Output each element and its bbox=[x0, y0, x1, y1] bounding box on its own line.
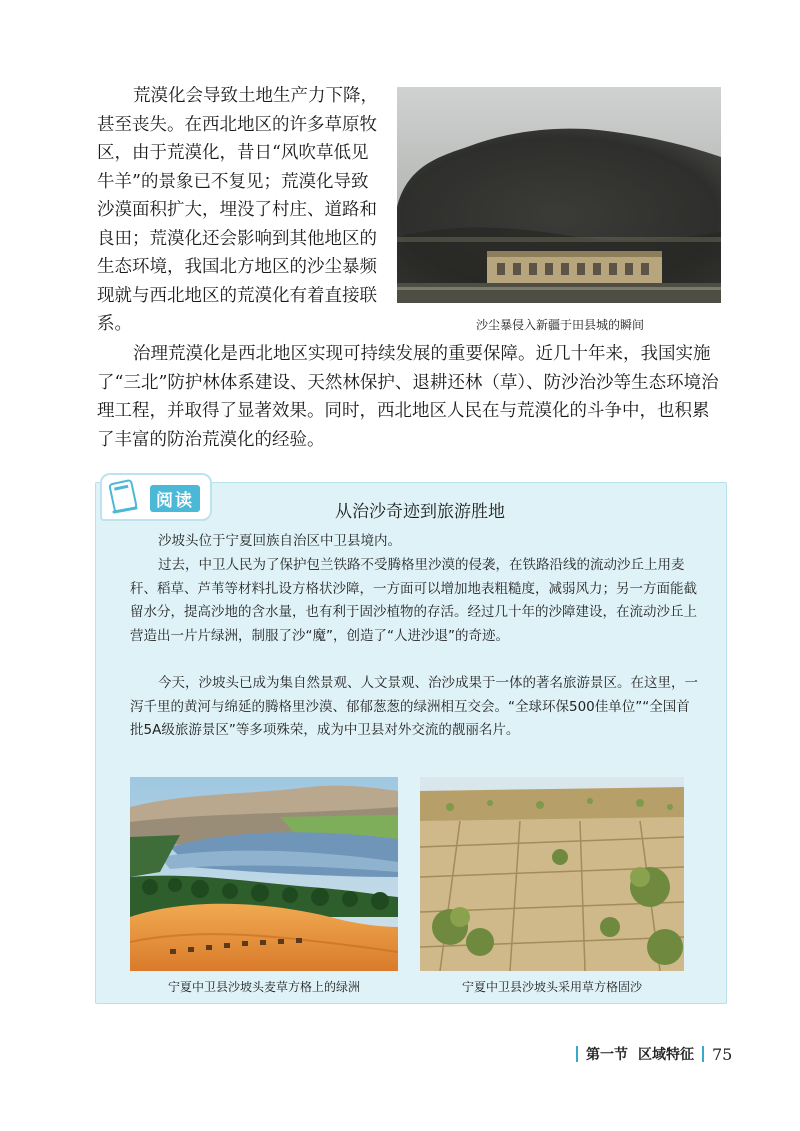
footer-divider bbox=[702, 1046, 704, 1062]
straw-grid-photo-caption: 宁夏中卫县沙坡头采用草方格固沙 bbox=[461, 980, 642, 994]
reading-paragraph-2-text: 过去，中卫人民为了保护包兰铁路不受腾格里沙漠的侵袭，在铁路沿线的流动沙丘上用麦秆、稻草、芦苇等材料扎设方格状沙障，一方面可以增加地表粗糙度，减弱风力；另一方面能截留水分，提高沙地的含水量，也有利于固沙植物的存活。经过几十年的沙障建设，在流动沙丘上营造出一片片绿洲，制服了沙“魔”，创造了“人进沙退”的奇迹。 bbox=[130, 557, 697, 645]
oasis-photo-caption: 宁夏中卫县沙坡头麦草方格上的绿洲 bbox=[167, 980, 360, 994]
reading-paragraph-3-text: 今天，沙坡头已成为集自然景观、人文景观、治沙成果于一体的著名旅游景区。在这里，一泻千里的黄河与绵延的腾格里沙漠、郁郁葱葱的绿洲相互交会。“全球环保500佳单位”“全国首批5A级旅游景区”等多项殊荣，成为中卫县对外交流的靓丽名片。 bbox=[130, 675, 698, 739]
reading-label: 阅读 bbox=[150, 485, 200, 512]
straw-grid-photo bbox=[420, 777, 684, 971]
footer-divider bbox=[576, 1046, 578, 1062]
oasis-photo bbox=[130, 777, 398, 971]
intro-paragraph bbox=[97, 82, 385, 339]
sandstorm-photo-caption: 沙尘暴侵入新疆于田县城的瞬间 bbox=[475, 318, 644, 332]
intro-paragraph-text: 荒漠化会导致土地生产力下降，甚至丧失。在西北地区的许多草原牧区，由于荒漠化，昔日“风吹草低见牛羊”的景象已不复见；荒漠化导致沙漠面积扩大，埋没了村庄、道路和良田；荒漠化还会影响到其他地区的生态环境，我国北方地区的沙尘暴频现就与西北地区的荒漠化有着直接联系。 bbox=[97, 86, 378, 334]
footer-section: 第一节 bbox=[586, 1047, 628, 1063]
second-paragraph bbox=[97, 340, 723, 454]
reading-box-title: 从治沙奇迹到旅游胜地 bbox=[335, 502, 505, 522]
second-paragraph-text: 治理荒漠化是西北地区实现可持续发展的重要保障。近几十年来，我国实施了“三北”防护林体系建设、天然林保护、退耕还林（草）、防沙治沙等生态环境治理工程，并取得了显著效果。同时，西北地区人民在与荒漠化的斗争中，也积累了丰富的防治荒漠化的经验。 bbox=[97, 344, 719, 450]
page-number: 75 bbox=[712, 1044, 733, 1064]
book-icon bbox=[106, 478, 146, 522]
reading-paragraph-1-text: 沙坡头位于宁夏回族自治区中卫县境内。 bbox=[158, 533, 401, 549]
footer-title: 区域特征 bbox=[638, 1047, 694, 1063]
page-footer bbox=[568, 1043, 732, 1065]
sandstorm-photo bbox=[397, 87, 721, 303]
reading-paragraph-3 bbox=[130, 672, 700, 743]
reading-paragraph-2 bbox=[130, 554, 700, 649]
reading-paragraph-1 bbox=[130, 530, 700, 554]
